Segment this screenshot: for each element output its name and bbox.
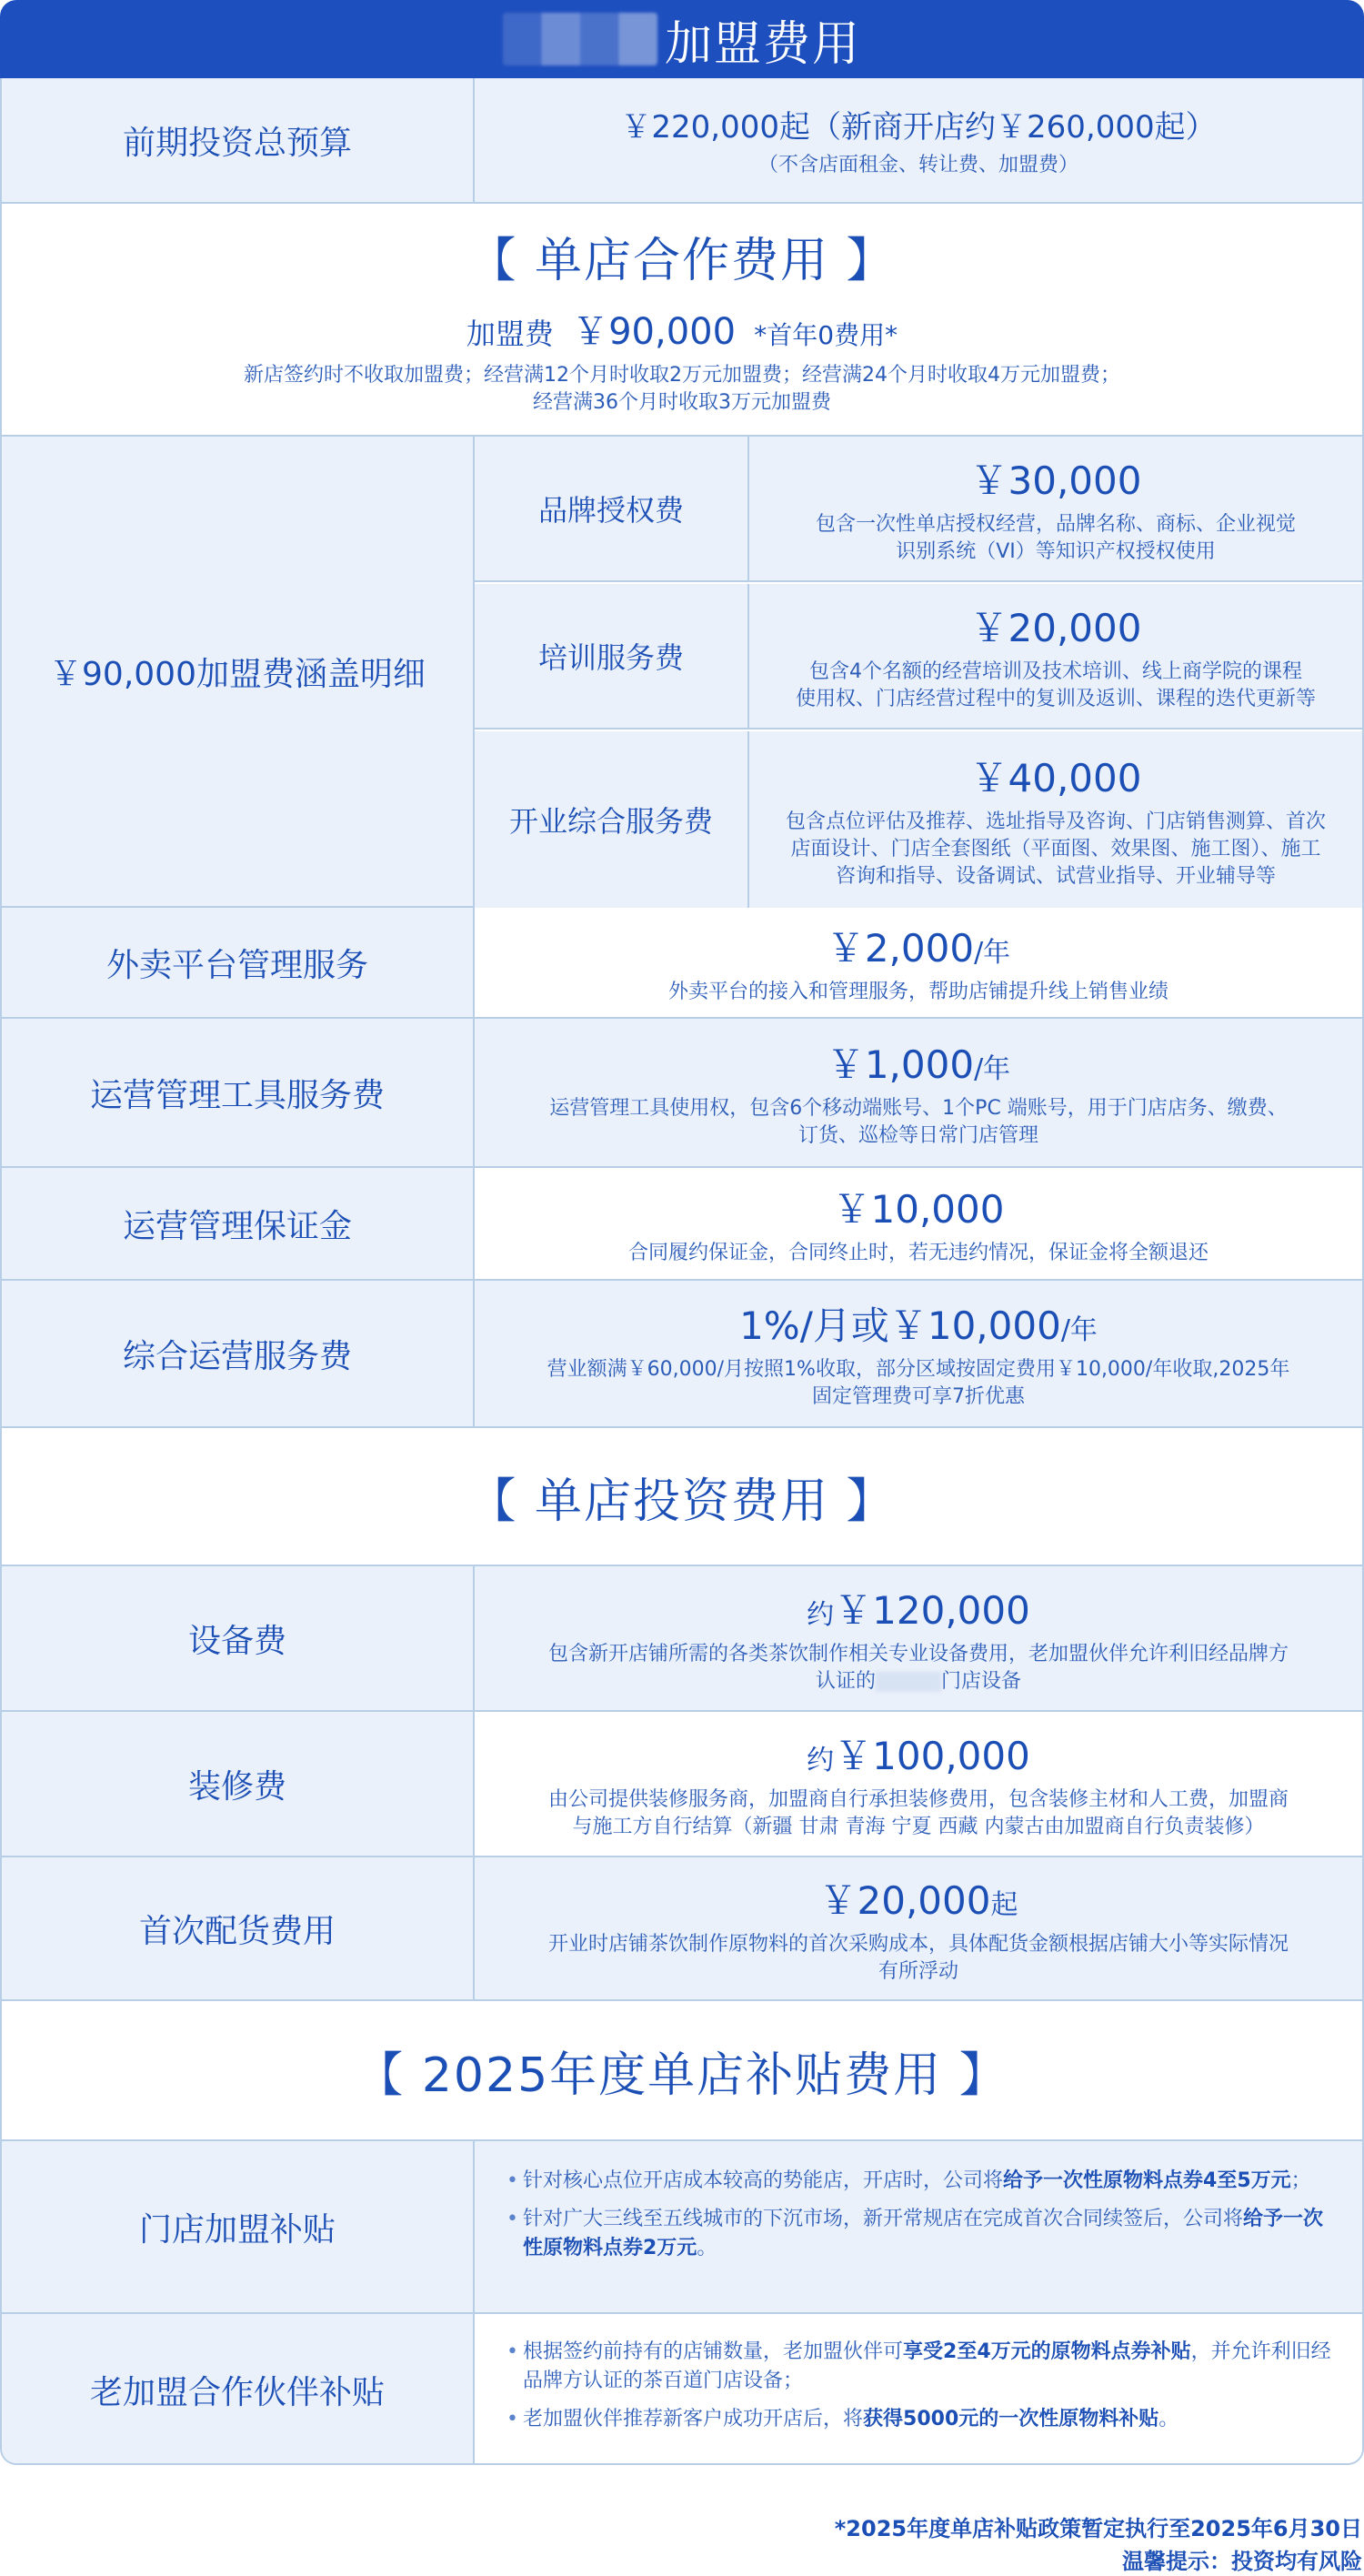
service-row: [2, 1019, 1362, 1168]
investment-value: [475, 1712, 1362, 1856]
breakdown-item-value: [749, 437, 1362, 580]
service-row: [2, 1168, 1362, 1281]
service-amount: 1%/月或￥10,000: [739, 1303, 1061, 1348]
redacted-brand: [876, 1672, 941, 1692]
service-label: 运营管理工具服务费: [2, 1019, 475, 1166]
franchise-fee-label: 加盟费: [466, 317, 554, 351]
breakdown-item-amount: ￥40,000: [969, 756, 1142, 800]
subsidy-bullet: • 根据签约前持有的店铺数量，老加盟伙伴可享受2至4万元的原物料点券补贴，并允许利旧经品牌方认证的茶百道门店设备；: [506, 2338, 1339, 2396]
subsidy-row-partner: [2, 2314, 1362, 2465]
franchise-fee-desc-1: 新店签约时不收取加盟费；经营满12个月时收取2万元加盟费；经营满24个月时收取4万元加盟费；: [244, 364, 1120, 387]
service-desc: 订货、巡检等日常门店管理: [797, 1124, 1038, 1147]
service-row: [2, 908, 1362, 1019]
breakdown-item-desc: 店面设计、门店全套图纸（平面图、效果图、施工图）、施工: [790, 838, 1321, 860]
service-row: [2, 1281, 1362, 1428]
investment-amount: ￥120,000: [834, 1588, 1030, 1633]
brand-logo-mosaic: [503, 13, 657, 65]
investment-desc: 由公司提供装修服务商，加盟商自行承担装修费用，包含装修主材和人工费，加盟商: [547, 1788, 1289, 1811]
cooperation-title: 【 单店合作费用 】: [468, 234, 896, 288]
subsidy-bullet: • 针对广大三线至五线城市的下沉市场，新开常规店在完成首次合同续签后，公司将给予一次性原物料点券2万元。: [506, 2205, 1339, 2263]
breakdown-item-value: [749, 584, 1362, 728]
investment-value: [475, 1857, 1362, 1999]
budget-row: [2, 78, 1362, 204]
investment-section: [2, 1428, 1362, 1566]
franchise-fee-note: *首年0费用*: [754, 320, 898, 350]
breakdown-item-desc: 识别系统（VI）等知识产权授权使用: [896, 540, 1216, 563]
subsidy-row-store: [2, 2141, 1362, 2314]
page-title: 加盟费用: [664, 16, 861, 72]
breakdown-item-desc: 包含一次性单店授权经营，品牌名称、商标、企业视觉: [815, 513, 1296, 536]
investment-title: 【 单店投资费用 】: [468, 1474, 896, 1529]
service-desc: 外卖平台的接入和管理服务，帮助店铺提升线上销售业绩: [667, 981, 1168, 1003]
investment-amount: ￥100,000: [834, 1734, 1030, 1778]
risk-warning: 温馨提示：投资均有风险: [1122, 2549, 1362, 2574]
subsidy-title: 【 2025年度单店补贴费用 】: [356, 2048, 1008, 2103]
investment-row: [2, 1566, 1362, 1712]
page-header: [0, 0, 1364, 78]
cooperation-section: [2, 204, 1362, 437]
service-unit: /年: [974, 937, 1011, 969]
subsidy-bullets: [506, 2167, 1339, 2272]
subsidy-bullet: • 老加盟伙伴推荐新客户成功开店后，将获得5000元的一次性原物料补贴。: [506, 2405, 1339, 2434]
breakdown-item-desc: 使用权、门店经营过程中的复训及返训、课程的迭代更新等: [795, 688, 1316, 710]
budget-note: （不含店面租金、转让费、加盟费）: [757, 153, 1078, 176]
service-desc: 营业额满￥60,000/月按照1%收取，部分区域按固定费用￥10,000/年收取,2025年: [547, 1358, 1290, 1381]
service-desc: 固定管理费可享7折优惠: [812, 1385, 1025, 1408]
investment-amount: ￥20,000: [818, 1878, 991, 1923]
fee-table: [0, 78, 1364, 2465]
breakdown-item-desc: 包含4个名额的经营培训及技术培训、线上商学院的课程: [809, 660, 1302, 683]
breakdown-item-desc: 咨询和指导、设备调试、试营业指导、开业辅导等: [835, 865, 1276, 888]
breakdown-item: [475, 584, 1362, 730]
service-label: 综合运营服务费: [2, 1281, 475, 1426]
breakdown-item-name: 开业综合服务费: [475, 731, 749, 908]
subsidy-bullets: [506, 2338, 1339, 2443]
service-unit: /年: [974, 1053, 1011, 1085]
investment-label: 设备费: [2, 1566, 475, 1710]
breakdown-item-name: 培训服务费: [475, 584, 749, 728]
service-amount: ￥10,000: [832, 1187, 1005, 1232]
investment-suffix: 起: [990, 1889, 1018, 1921]
service-amount: ￥2,000: [826, 926, 975, 971]
investment-row: [2, 1857, 1362, 2001]
subsidy-label: 老加盟合作伙伴补贴: [2, 2314, 475, 2465]
investment-label: 装修费: [2, 1712, 475, 1856]
breakdown-item-name: 品牌授权费: [475, 437, 749, 580]
franchise-fee-desc-2: 经营满36个月时收取3万元加盟费: [533, 391, 831, 414]
investment-row: [2, 1712, 1362, 1857]
service-value: [475, 1019, 1362, 1166]
service-label: 外卖平台管理服务: [2, 908, 475, 1017]
breakdown-item-amount: ￥30,000: [969, 458, 1142, 503]
service-value: [475, 1281, 1362, 1426]
service-unit: /年: [1060, 1314, 1098, 1346]
service-desc: 运营管理工具使用权，包含6个移动端账号、1个PC 端账号，用于门店店务、缴费、: [549, 1097, 1288, 1120]
investment-desc: 与施工方自行结算（新疆 甘肃 青海 宁夏 西藏 内蒙古由加盟商自行负责装修）: [572, 1816, 1265, 1838]
subsidy-section: [2, 2001, 1362, 2141]
breakdown-label: ￥90,000加盟费涵盖明细: [2, 437, 475, 906]
service-desc: 合同履约保证金，合同终止时，若无违约情况，保证金将全额退还: [627, 1242, 1209, 1264]
investment-label: 首次配货费用: [2, 1857, 475, 1999]
investment-value: [475, 1566, 1362, 1710]
breakdown-item: [475, 731, 1362, 908]
breakdown-item-amount: ￥20,000: [969, 606, 1142, 650]
investment-desc: 开业时店铺茶饮制作原物料的首次采购成本，具体配货金额根据店铺大小等实际情况: [547, 1933, 1289, 1956]
investment-prefix: 约: [807, 1745, 835, 1776]
budget-price: ￥220,000起（新商开店约￥260,000起）: [620, 108, 1217, 146]
breakdown-block: [2, 437, 1362, 908]
service-value: [475, 908, 1362, 1017]
investment-desc: [816, 1668, 1021, 1696]
service-amount: ￥1,000: [826, 1042, 975, 1087]
budget-value: [475, 78, 1362, 202]
budget-label: 前期投资总预算: [2, 78, 475, 202]
investment-prefix: 约: [807, 1599, 835, 1631]
breakdown-item-value: [749, 731, 1362, 908]
investment-desc: 包含新开店铺所需的各类茶饮制作相关专业设备费用，老加盟伙伴允许利旧经品牌方: [547, 1643, 1289, 1665]
investment-desc-part: 门店设备: [941, 1670, 1022, 1693]
subsidy-bullet: • 针对核心点位开店成本较高的势能店，开店时，公司将给予一次性原物料点券4至5万元；: [506, 2167, 1339, 2196]
breakdown-item-desc: 包含点位评估及推荐、选址指导及咨询、门店销售测算、首次: [785, 810, 1326, 833]
policy-footnote: *2025年度单店补贴政策暂定执行至2025年6月30日: [834, 2516, 1362, 2541]
investment-desc: 有所浮动: [878, 1960, 958, 1983]
breakdown-item: [475, 437, 1362, 582]
franchise-fee-line: [466, 303, 898, 355]
subsidy-label: 门店加盟补贴: [2, 2141, 475, 2312]
service-value: [475, 1168, 1362, 1279]
service-label: 运营管理保证金: [2, 1168, 475, 1279]
investment-desc-part: 认证的: [815, 1670, 876, 1693]
franchise-fee-amount: ￥90,000: [572, 311, 737, 353]
